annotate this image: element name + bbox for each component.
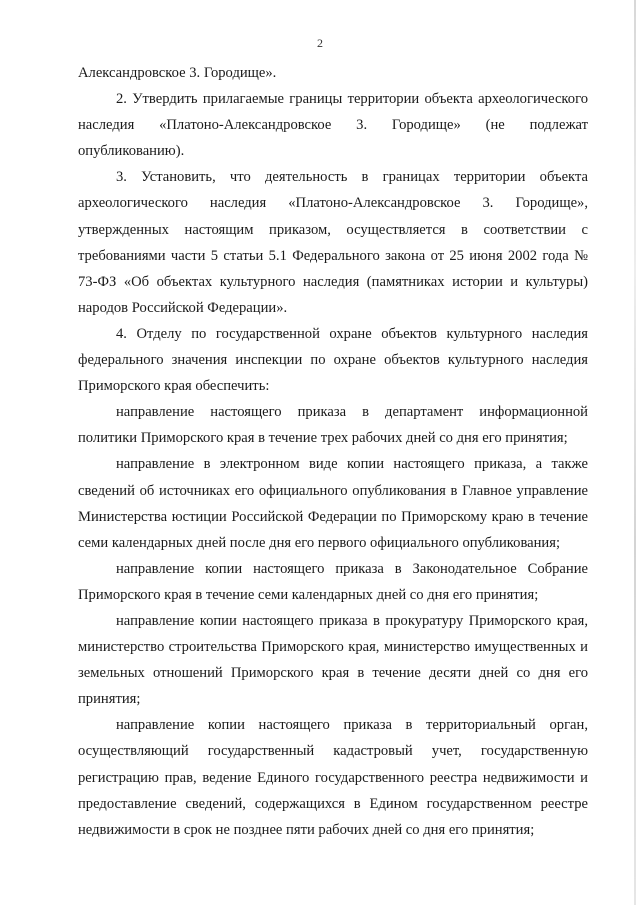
paragraph-subitem-legislative-assembly: направление копии настоящего приказа в Законодательное Собрание Приморского края в течение семи календарных дней со дня его принятия; (78, 560, 588, 603)
paragraph-subitem-info-policy: направление настоящего приказа в департамент информационной политики Приморского края в течение трех рабочих дней со дня его принятия; (78, 404, 588, 447)
paragraph-continuation: Александровское 3. Городище». (78, 65, 277, 81)
scan-edge-shadow (634, 0, 636, 905)
paragraph-item-4: 4. Отделу по государственной охране объектов культурного наследия федерального значения инспекции по охране объектов культурного наследия Приморского края обеспечить: (78, 325, 588, 395)
paragraph-item-3: 3. Установить, что деятельность в границах территории объекта археологического наследия «Платоно-Александровское 3. Городище», утвержденных настоящим приказом, осуществляется в соответствии с требованиями части 5 статьи 5.1 Федерального закона от 25 июня 2002 года № 73-ФЗ «Об объектах культурного наследия (памятниках истории и культуры) народов Российской Федерации». (78, 169, 588, 316)
document-body (78, 60, 588, 843)
paragraph-subitem-cadastral: направление копии настоящего приказа в территориальный орган, осуществляющий государственный кадастровый учет, государственную регистрацию прав, ведение Единого государственного реестра недвижимости и предоставление сведений, содержащихся в Едином государственном реестре недвижимости в срок не позднее пяти рабочих дней со дня его принятия; (78, 717, 588, 838)
page-number: 2 (317, 36, 323, 50)
paragraph-item-2: 2. Утвердить прилагаемые границы территории объекта археологического наследия «Платоно-Александровское 3. Городище» (не подлежат опубликованию). (78, 91, 588, 160)
paragraph-subitem-prosecutor: направление копии настоящего приказа в прокуратуру Приморского края, министерство строительства Приморского края, министерство имущественных и земельных отношений Приморского края в течение десяти дней со дня его принятия; (78, 612, 588, 708)
paragraph-subitem-ministry-justice: направление в электронном виде копии настоящего приказа, а также сведений об источниках его официального опубликования в Главное управление Министерства юстиции Российской Федерации по Приморскому краю в течение семи календарных дней после дня его первого официального опубликования; (78, 456, 588, 551)
